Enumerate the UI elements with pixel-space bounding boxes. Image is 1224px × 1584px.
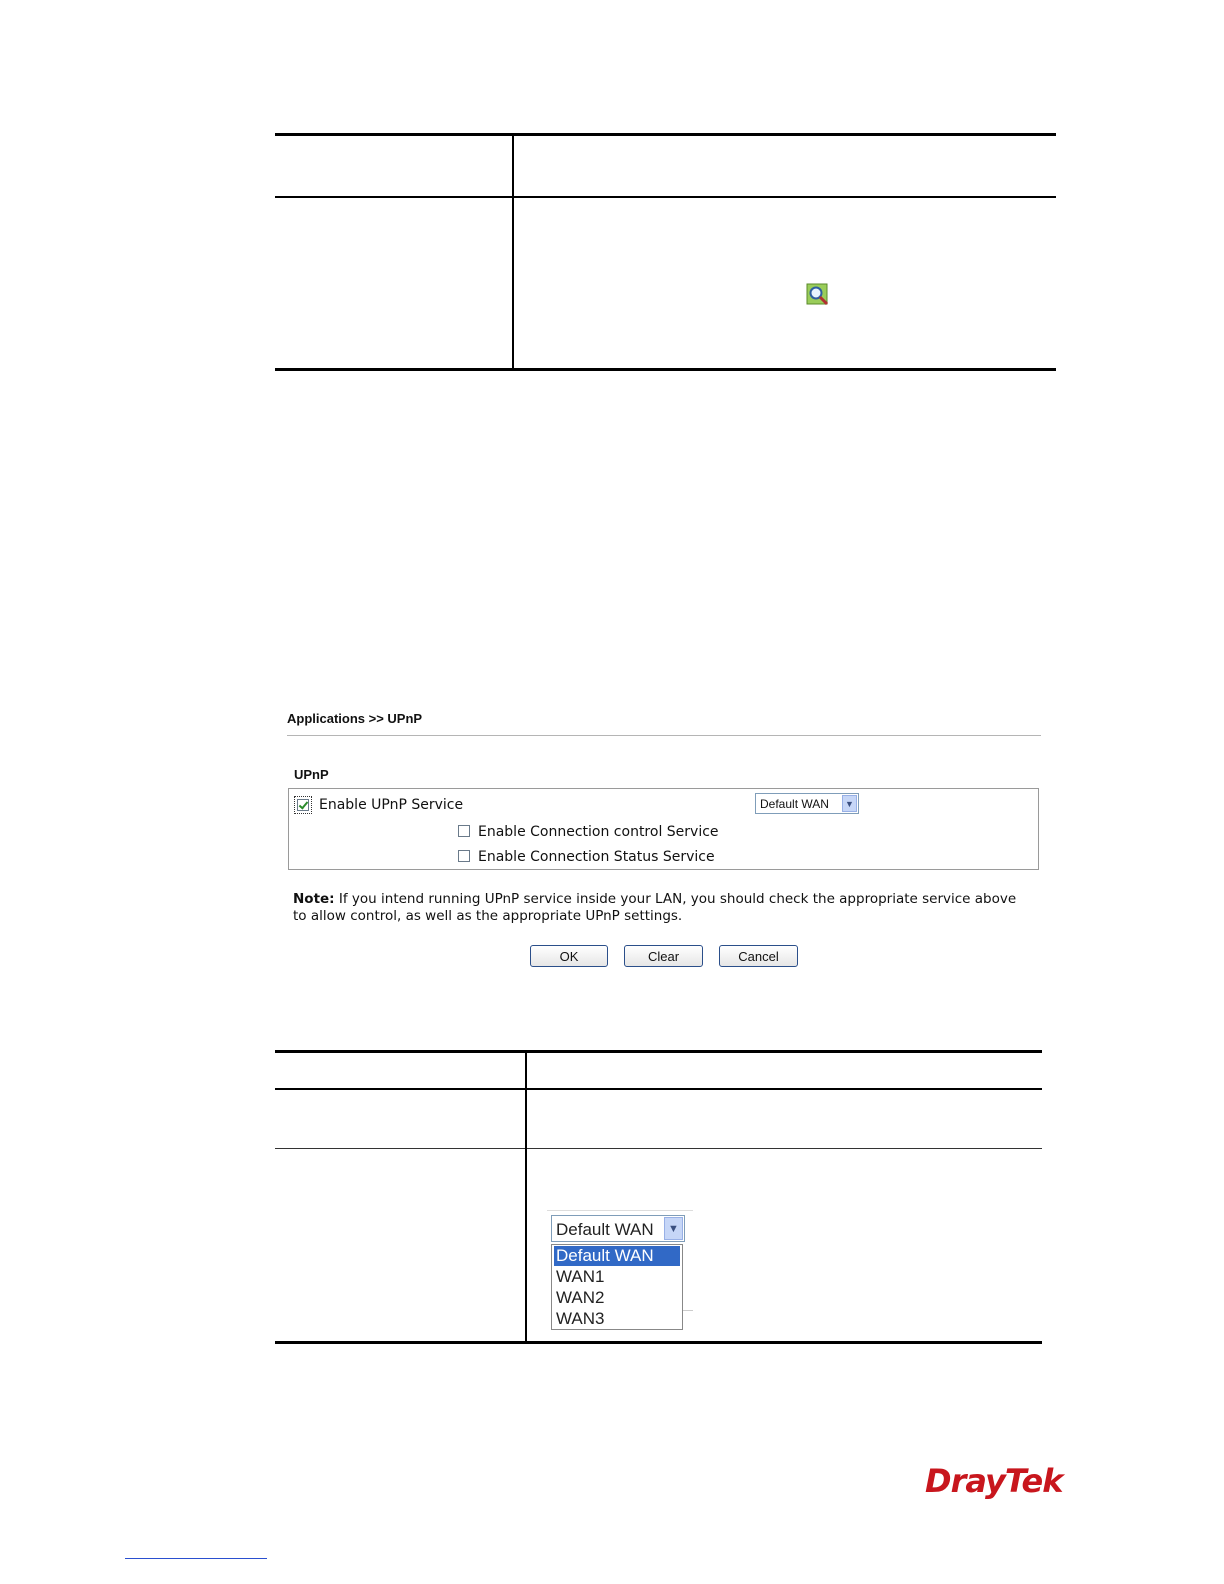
top-table: [275, 133, 1056, 371]
note-text: [293, 891, 1033, 925]
connection-status-checkbox[interactable]: [458, 850, 470, 862]
wan-select[interactable]: [755, 793, 859, 814]
wan-option-wan1[interactable]: WAN1: [556, 1267, 605, 1286]
bottom-table-divider: [525, 1050, 527, 1344]
clear-button[interactable]: Clear: [624, 945, 703, 967]
footer-link-underline[interactable]: [125, 1558, 267, 1559]
wan-option-wan2[interactable]: WAN2: [556, 1288, 605, 1307]
note-body: If you intend running UPnP service inside your LAN, you should check the appropriate service above to allow control, as well as the appropriate UPnP settings.: [293, 891, 1017, 924]
enable-upnp-label: Enable UPnP Service: [319, 797, 464, 813]
wan-dropdown-value: Default WAN: [556, 1220, 654, 1239]
ok-button[interactable]: OK: [530, 945, 608, 967]
section-title: UPnP: [294, 767, 329, 782]
breadcrumb-divider: [287, 735, 1041, 736]
bottom-table-rule-1: [275, 1088, 1042, 1090]
bottom-table-rule-2: [275, 1148, 1042, 1149]
wan-dropdown-figure: [547, 1210, 693, 1332]
wan-option-default[interactable]: Default WAN: [554, 1246, 680, 1266]
breadcrumb: Applications >> UPnP: [287, 711, 423, 726]
connection-control-checkbox[interactable]: [458, 825, 470, 837]
wan-dropdown-select[interactable]: [551, 1215, 685, 1242]
draytek-logo: DrayTek: [925, 1462, 1063, 1500]
wan-dropdown-list: [551, 1244, 683, 1330]
top-table-rule-mid: [275, 196, 1056, 198]
bottom-table-rule-bottom: [275, 1341, 1042, 1344]
cancel-button[interactable]: Cancel: [719, 945, 798, 967]
chevron-down-icon[interactable]: ▼: [842, 795, 857, 812]
connection-control-label: Enable Connection control Service: [478, 824, 719, 840]
dropdown-figure-rule: [547, 1210, 693, 1211]
chevron-down-icon[interactable]: ▼: [664, 1217, 683, 1240]
upnp-screenshot: [287, 706, 1042, 976]
top-table-rule-bottom: [275, 368, 1056, 371]
top-table-rule-top: [275, 133, 1056, 136]
bottom-table-rule-top: [275, 1050, 1042, 1053]
top-table-divider: [512, 133, 514, 371]
note-label: Note:: [293, 891, 335, 907]
wan-select-value: Default WAN: [760, 797, 829, 811]
enable-upnp-checkbox[interactable]: [297, 799, 309, 811]
connection-status-label: Enable Connection Status Service: [478, 849, 715, 865]
dropdown-shadow: [683, 1310, 693, 1311]
wan-option-wan3[interactable]: WAN3: [556, 1309, 605, 1328]
zoom-icon: [806, 283, 830, 307]
